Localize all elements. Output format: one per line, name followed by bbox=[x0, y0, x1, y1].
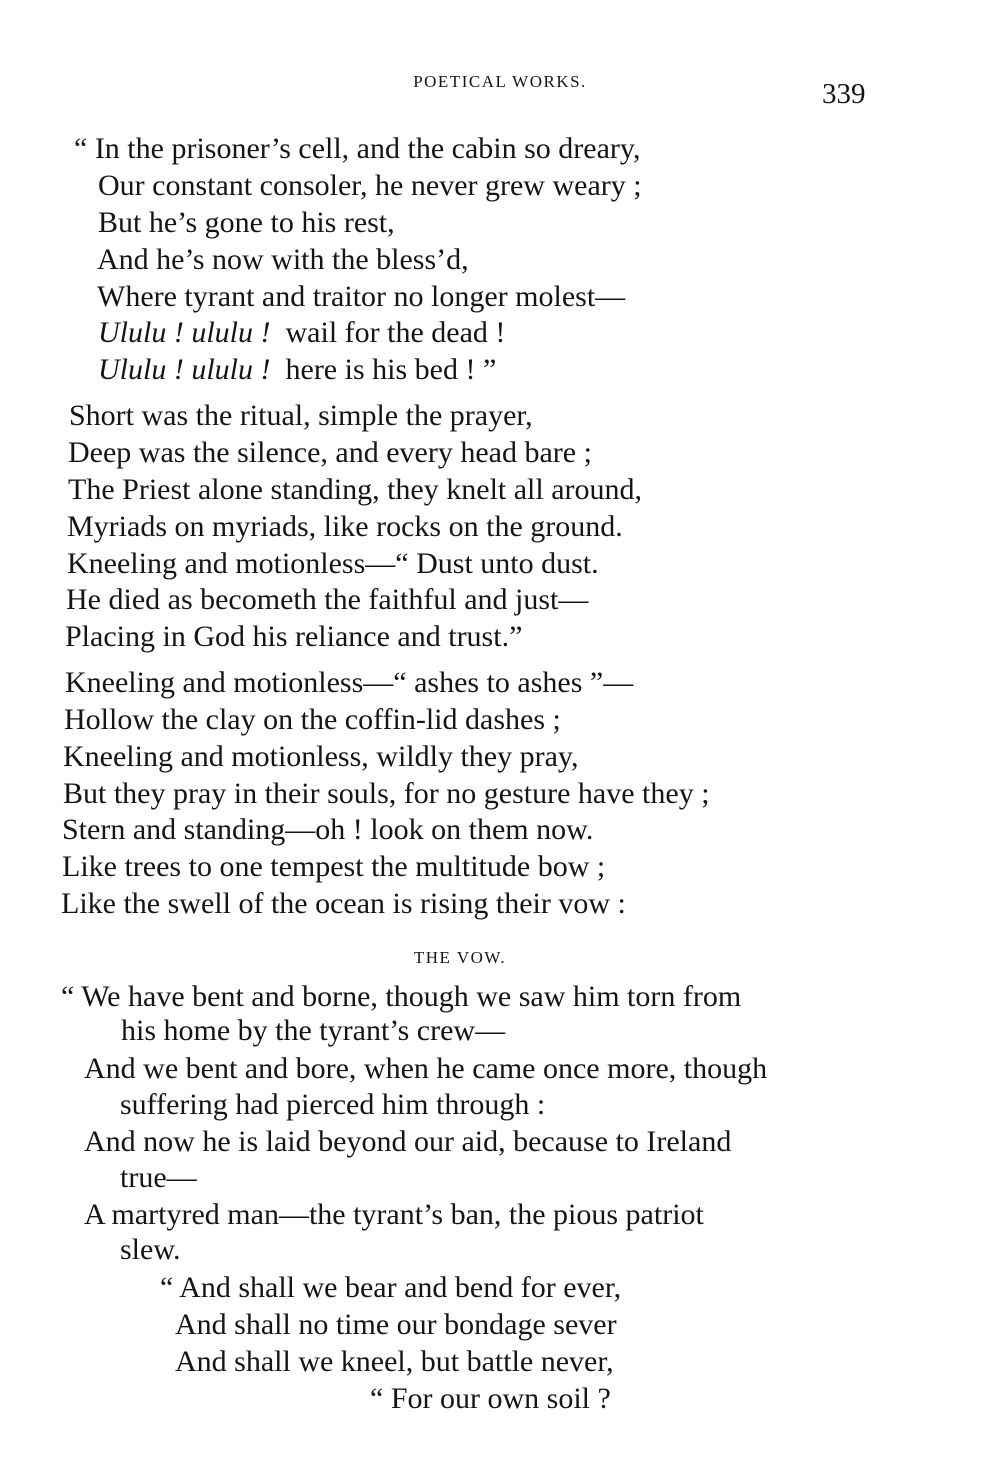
poem-line: his home by the tyrant’s crew— bbox=[121, 1014, 506, 1047]
page-number: 339 bbox=[822, 78, 866, 110]
poem-line: And we bent and bore, when he came once more, though bbox=[84, 1052, 768, 1085]
poem-line: Where tyrant and traitor no longer molest— bbox=[97, 280, 626, 313]
poem-line: Myriads on myriads, like rocks on the ground. bbox=[67, 510, 623, 543]
poem-line: But he’s gone to his rest, bbox=[98, 206, 395, 239]
poem-line: The Priest alone standing, they knelt all around, bbox=[68, 473, 643, 506]
poem-line: slew. bbox=[120, 1233, 181, 1266]
poem-line: Our constant consoler, he never grew weary ; bbox=[98, 169, 642, 202]
poem-line: Short was the ritual, simple the prayer, bbox=[69, 399, 533, 432]
poem-line: Like the swell of the ocean is rising their vow : bbox=[61, 887, 626, 920]
poem-line: Kneeling and motionless—“ ashes to ashes ”— bbox=[65, 666, 634, 699]
poem-line bbox=[98, 352, 496, 388]
poem-line: Kneeling and motionless—“ Dust unto dust. bbox=[67, 547, 599, 580]
refrain-text: here is his bed ! ” bbox=[285, 353, 497, 386]
poem-line: Hollow the clay on the coffin-lid dashes ; bbox=[64, 703, 561, 736]
poem-line bbox=[98, 315, 505, 351]
refrain-italic: Ululu ! ululu ! bbox=[98, 353, 271, 386]
poem-line: Like trees to one tempest the multitude bow ; bbox=[62, 850, 606, 883]
poem-line: He died as becometh the faithful and just— bbox=[66, 583, 589, 616]
poem-line: “ And shall we bear and bend for ever, bbox=[160, 1271, 622, 1304]
poem-line: But they pray in their souls, for no gesture have they ; bbox=[63, 777, 710, 810]
poem-line: true— bbox=[120, 1161, 197, 1194]
poem-line: “ We have bent and borne, though we saw him torn from bbox=[61, 980, 742, 1013]
running-header: POETICAL WORKS. bbox=[413, 72, 587, 91]
poem-line: And he’s now with the bless’d, bbox=[97, 243, 469, 276]
poem-line: Stern and standing—oh ! look on them now. bbox=[62, 813, 594, 846]
refrain-text: wail for the dead ! bbox=[285, 316, 506, 349]
vow-heading: THE VOW. bbox=[413, 948, 507, 967]
poem-line: “ In the prisoner’s cell, and the cabin so dreary, bbox=[74, 132, 641, 165]
refrain-italic: Ululu ! ululu ! bbox=[98, 316, 271, 349]
poem-line: And shall we kneel, but battle never, bbox=[175, 1345, 614, 1378]
poem-line: Deep was the silence, and every head bare ; bbox=[68, 436, 592, 469]
poem-line: suffering had pierced him through : bbox=[120, 1088, 546, 1121]
poem-line: A martyred man—the tyrant’s ban, the pious patriot bbox=[84, 1198, 704, 1231]
poem-line: And shall no time our bondage sever bbox=[175, 1308, 617, 1341]
poem-line: And now he is laid beyond our aid, because to Ireland bbox=[84, 1125, 732, 1158]
poem-line: “ For our own soil ? bbox=[370, 1382, 611, 1415]
poem-line: Placing in God his reliance and trust.” bbox=[65, 620, 523, 653]
poem-line: Kneeling and motionless, wildly they pray, bbox=[63, 740, 579, 773]
